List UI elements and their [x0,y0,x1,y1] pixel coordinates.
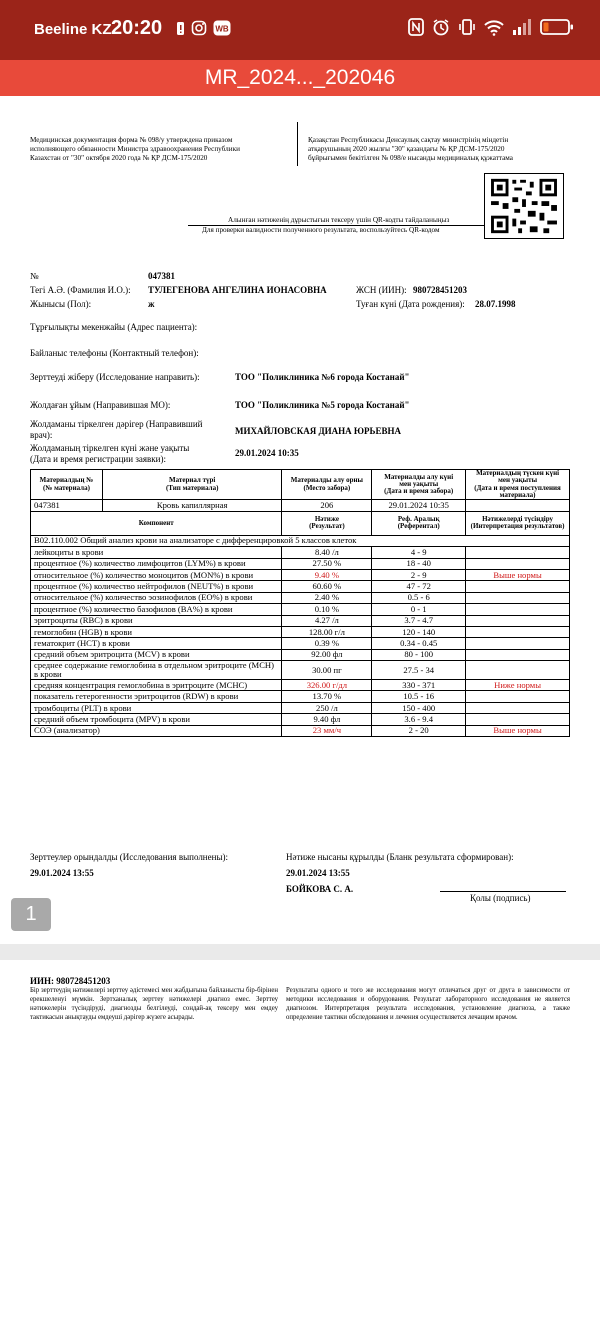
carrier-name: Beeline KZ [34,21,112,38]
phone-label: Байланыс телефоны (Контактный телефон): [30,348,199,358]
section-title: В02.110.002 Общий анализ крови на анализаторе с дифференцировкой 5 классов клеток [31,535,570,546]
result-row [31,714,570,725]
page2-disclaimer-kz: Бір зерттеудің нәтижелері зерттеу әдістемесі мен жабдығына байланысты бір-бірінен ерекшеленуі мүмкін. Зертханалық зерттеу нәтижелері диагноз емес. Зерттеу нәтижелерін түсіндіруді, диагнозды белгілеуді, сондай-ақ тексеру мен емдеу тактикасын анықтауды емдеуші дәрігер жүзеге асырады. [30,987,278,1021]
result-row [31,691,570,702]
result-value: 60.60 % [282,581,372,592]
interpretation [466,702,570,713]
registration-value: 29.01.2024 10:35 [235,448,299,458]
material-received-header: Материалдың түскен күні мен уақыты (Дата и время поступления материала) [466,470,570,500]
reference-range: 150 - 400 [372,702,466,713]
header-divider [297,122,298,166]
result-value: 128.00 г/л [282,626,372,637]
document-page-2[interactable] [0,960,600,1326]
reference-range: 4 - 9 [372,547,466,558]
component-name: тромбоциты (PLT) в крови [31,702,282,713]
doctor-value: МИХАЙЛОВСКАЯ ДИАНА ЮРЬЕВНА [235,426,402,436]
reference-range: 2 - 9 [372,569,466,580]
interpretation [466,649,570,660]
patient-name: ТУЛЕГЕНОВА АНГЕЛИНА ИОНАСОВНА [148,285,327,295]
result-row [31,626,570,637]
referral-label: Зерттеуді жіберу (Исследование направить): [30,372,200,382]
header-right-line-3: бұйрығымен бекітілген № 098/е нысанды медициналық құжаттама [308,154,513,162]
clock: 20:20 [111,17,163,39]
interpretation [466,558,570,569]
instagram-icon [191,20,207,36]
header-right-line-2: атқарушының 2020 жылғы "30" қазандағы № ҚР ДСМ-175/2020 [308,145,505,153]
header-left-line-1: Медицинская документация форма № 098/у утверждена приказом [30,136,233,144]
material-place: 206 [282,500,372,511]
document-title: MR_2024..._202046 [0,60,600,96]
done-value: 29.01.2024 13:55 [30,868,94,878]
material-received [466,500,570,511]
material-type-header: Материал түрі (Тип материала) [102,470,282,500]
material-taken-header: Материалды алу күні мен уақыты (Дата и время забора) [372,470,466,500]
weibo-icon [213,20,231,36]
reference-range: 0.34 - 0.45 [372,638,466,649]
registration-label-line-2: (Дата и время регистрации заявки): [30,454,166,464]
reference-range: 18 - 40 [372,558,466,569]
interpretation [466,604,570,615]
header-left-line-3: Казахстан от "30" октября 2020 года № ҚР ДСМ-175/2020 [30,154,208,162]
result-value: 326.00 г/дл [282,680,372,691]
component-name: относительное (%) количество эозинофилов (EO%) в крови [31,592,282,603]
component-name: показатель гетерогенности эритроцитов (RDW) в крови [31,691,282,702]
sender-value: ТОО "Поликлиника №5 города Костанай" [235,400,410,410]
doctor-label-line-2: врач): [30,430,53,440]
component-name: процентное (%) количество базофилов (BA%) в крови [31,604,282,615]
referral-value: ТОО "Поликлиника №6 города Костанай" [235,372,410,382]
sex-value: ж [148,299,155,309]
system-icons [408,18,574,36]
nfc-icon [408,18,424,36]
result-row [31,604,570,615]
reference-range: 10.5 - 16 [372,691,466,702]
result-value: 8.40 /л [282,547,372,558]
page2-disclaimer-ru: Результаты одного и того же исследования могут отличаться друг от друга в зависимости от методики исследования и оборудования. Результат лабораторного исследования не является диагнозом. Интерпретация результата исследования, установление диагноза, а также определение тактики обследования и лечения осуществляется лечащим врачом. [286,987,570,1021]
result-value: 0.39 % [282,638,372,649]
results-table [30,469,570,737]
patient-name-label: Тегі А.Ә. (Фамилия И.О.): [30,285,131,295]
signal-icon [512,18,532,36]
reference-range: 330 - 371 [372,680,466,691]
vibrate-icon [458,18,476,36]
reference-range: 2 - 20 [372,725,466,736]
signature-label: Қолы (подпись) [470,893,531,903]
result-value: 9.40 фл [282,714,372,725]
interpretation [466,547,570,558]
component-name: относительное (%) количество моноцитов (MON%) в крови [31,569,282,580]
material-place-header: Материалды алу орны (Место забора) [282,470,372,500]
alarm-icon [432,18,450,36]
material-type: Кровь капиллярная [102,500,282,511]
doctor-label-line-1: Жолдаманы тіркелген дәрігер (Направивший [30,419,203,429]
result-value: 250 /л [282,702,372,713]
result-row [31,569,570,580]
result-row [31,547,570,558]
dob-value: 28.07.1998 [475,299,516,309]
result-value: 13.70 % [282,691,372,702]
result-row [31,558,570,569]
result-value: 9.40 % [282,569,372,580]
result-row [31,592,570,603]
result-row [31,638,570,649]
iin-value: 980728451203 [413,285,467,295]
interpretation: Выше нормы [466,725,570,736]
component-name: гематокрит (HCT) в крови [31,638,282,649]
reference-range: 27.5 - 34 [372,661,466,680]
reference-header: Реф. Аралық (Референтал) [372,511,466,535]
component-name: СОЭ (анализатор) [31,725,282,736]
address-label: Тұрғылықты мекенжайы (Адрес пациента): [30,322,198,332]
interpretation: Ниже нормы [466,680,570,691]
header-right-line-1: Қазақстан Республикасы Денсаулық сақтау министрінің міндетін [308,136,509,144]
result-row [31,702,570,713]
reference-range: 80 - 100 [372,649,466,660]
iin-label: ЖСН (ИИН): [356,285,407,295]
component-name: средняя концентрация гемоглобина в эритроците (MCHC) [31,680,282,691]
component-name: среднее содержание гемоглобина в отдельном эритроците (MCH) в крови [31,661,282,680]
dob-label: Туған күні (Дата рождения): [356,299,465,309]
reference-range: 3.6 - 9.4 [372,714,466,725]
result-value: 27.50 % [282,558,372,569]
reference-range: 0 - 1 [372,604,466,615]
result-row [31,725,570,736]
interpretation [466,638,570,649]
result-value: 23 мм/ч [282,725,372,736]
header-left-line-2: исполняющего обязанности Министра здравоохранения Республики [30,145,240,153]
page-indicator-button[interactable]: 1 [11,898,51,931]
result-value: 92.00 фл [282,649,372,660]
result-header: Нәтиже (Результат) [282,511,372,535]
reference-range: 3.7 - 4.7 [372,615,466,626]
registration-label-line-1: Жолдаманың тіркелген күні және уақыты [30,443,190,453]
component-name: средний объем эритроцита (MCV) в крови [31,649,282,660]
svg-text:WB: WB [215,24,229,34]
material-header-row [31,470,570,500]
result-row [31,680,570,691]
result-row [31,649,570,660]
result-row [31,661,570,680]
document-page-1[interactable] [0,96,600,944]
interpretation [466,581,570,592]
material-taken: 29.01.2024 10:35 [372,500,466,511]
done-label: Зерттеулер орындалды (Исследования выполнены): [30,852,228,862]
interpretation [466,661,570,680]
sender-label: Жолдаған ұйым (Направившая МО): [30,400,171,410]
battery-icon [540,18,574,36]
component-name: гемоглобин (HGB) в крови [31,626,282,637]
qr-code-icon[interactable] [484,173,564,239]
interpretation: Выше нормы [466,569,570,580]
component-name: средний объем тромбоцита (MPV) в крови [31,714,282,725]
signer-name: БОЙКОВА С. А. [286,884,354,894]
qr-hint-kz: Алынған нәтиженің дұрыстығын тексеру үшін QR-кодты тайдаланыңыз [228,216,450,224]
formed-value: 29.01.2024 13:55 [286,868,350,878]
interpretation [466,691,570,702]
wifi-icon [484,18,504,36]
component-name: лейкоциты в крови [31,547,282,558]
material-row [31,500,570,511]
result-row [31,581,570,592]
interpretation [466,714,570,725]
interpretation [466,615,570,626]
interpretation [466,592,570,603]
sex-label: Жынысы (Пол): [30,299,92,309]
component-name: эритроциты (RBC) в крови [31,615,282,626]
record-number-label: № [30,271,39,281]
result-value: 30.00 пг [282,661,372,680]
signature-line [440,891,566,892]
component-name: процентное (%) количество нейтрофилов (NEUT%) в крови [31,581,282,592]
component-name: процентное (%) количество лимфоцитов (LYM%) в крови [31,558,282,569]
results-header-row [31,511,570,535]
result-rows [31,547,570,737]
reference-range: 0.5 - 6 [372,592,466,603]
result-value: 4.27 /л [282,615,372,626]
page2-iin: ИИН: 980728451203 [30,976,111,986]
reference-range: 47 - 72 [372,581,466,592]
result-value: 2.40 % [282,592,372,603]
notification-icons [176,20,231,36]
component-header: Компонент [31,511,282,535]
result-value: 0.10 % [282,604,372,615]
interpretation-header: Нәтижелерді түсіндіру (Интерпретация результатов) [466,511,570,535]
status-bar [0,0,600,60]
result-row [31,615,570,626]
reference-range: 120 - 140 [372,626,466,637]
interpretation [466,626,570,637]
material-number-header: Материалдың № (№ материала) [31,470,103,500]
section-row [31,535,570,546]
qr-hint-ru: Для проверки валидности полученного результата, воспользуйтесь QR-кодом [202,226,440,234]
battery-alert-icon [176,21,185,36]
formed-label: Нәтиже нысаны құрылды (Бланк результата сформирован): [286,852,514,862]
record-number: 047381 [148,271,175,281]
material-number: 047381 [31,500,103,511]
